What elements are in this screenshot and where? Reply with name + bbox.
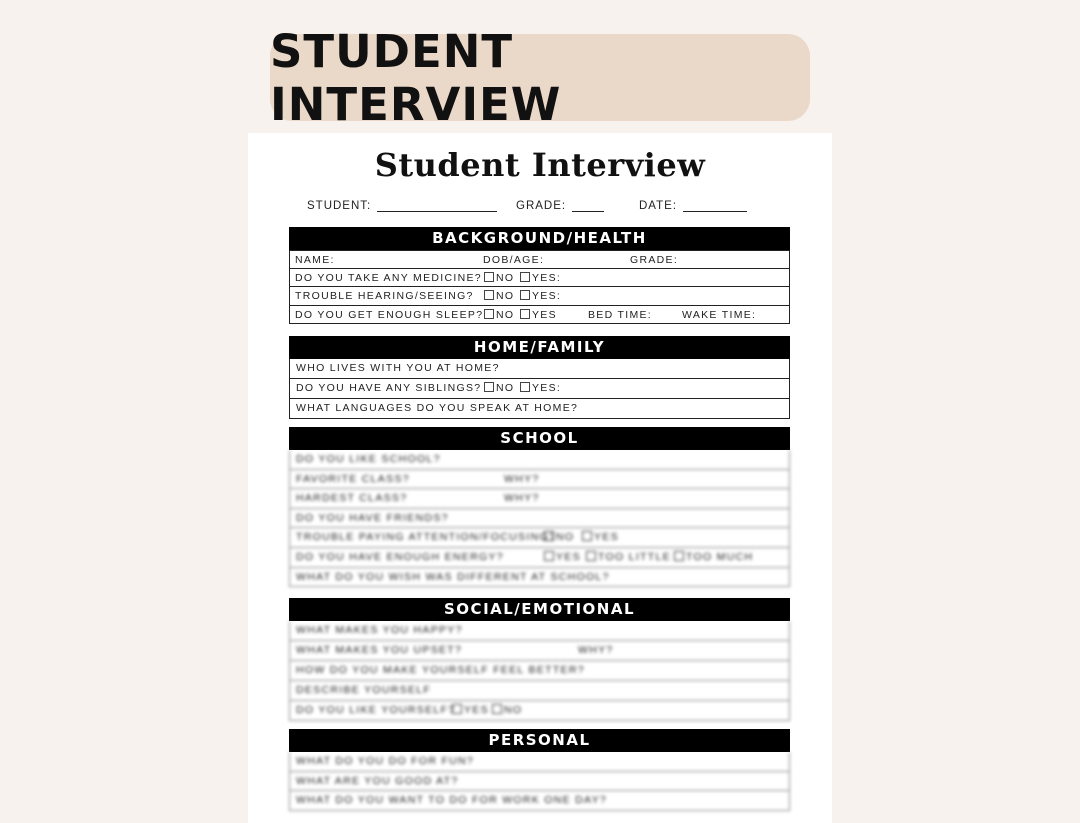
- row-languages: WHAT LANGUAGES DO YOU SPEAK AT HOME?: [289, 399, 790, 419]
- checkbox: [520, 290, 530, 300]
- checkbox: [520, 309, 530, 319]
- list-item: WHAT MAKES YOU UPSET? WHY?: [289, 641, 790, 661]
- section-heading: PERSONAL: [289, 729, 790, 752]
- banner-title: STUDENT INTERVIEW: [270, 24, 562, 131]
- grade-field: GRADE:: [516, 199, 604, 212]
- list-item: WHAT MAKES YOU HAPPY?: [289, 621, 790, 641]
- student-field: STUDENT:: [307, 199, 497, 212]
- row-lives: WHO LIVES WITH YOU AT HOME?: [289, 359, 790, 379]
- checkbox: [484, 382, 494, 392]
- section-heading: HOME/FAMILY: [289, 336, 790, 359]
- list-item: WHAT DO YOU WISH WAS DIFFERENT AT SCHOOL?: [289, 568, 790, 588]
- checkbox: [484, 272, 494, 282]
- list-item: DESCRIBE YOURSELF: [289, 681, 790, 701]
- checkbox: [520, 382, 530, 392]
- list-item: DO YOU LIKE SCHOOL?: [289, 450, 790, 470]
- list-item: WHAT ARE YOU GOOD AT?: [289, 772, 790, 792]
- list-item: WHAT DO YOU WANT TO DO FOR WORK ONE DAY?: [289, 791, 790, 811]
- section-heading: SOCIAL/EMOTIONAL: [289, 598, 790, 621]
- section-social-emotional: [289, 598, 790, 721]
- row-siblings: DO YOU HAVE ANY SIBLINGS? NO YES:: [289, 379, 790, 399]
- checkbox: [484, 309, 494, 319]
- row-hearing: TROUBLE HEARING/SEEING? NO YES:: [289, 287, 790, 306]
- list-item: WHAT DO YOU DO FOR FUN?: [289, 752, 790, 772]
- section-heading: BACKGROUND/HEALTH: [289, 227, 790, 250]
- list-item: FAVORITE CLASS? WHY?: [289, 470, 790, 490]
- checkbox: [484, 290, 494, 300]
- list-item: HARDEST CLASS? WHY?: [289, 489, 790, 509]
- title-banner: [270, 24, 810, 131]
- section-school: [289, 427, 790, 587]
- section-home-family: [289, 336, 790, 419]
- row-sleep: DO YOU GET ENOUGH SLEEP? NO YES BED TIME: WAKE TIME:: [289, 306, 790, 325]
- section-personal: [289, 729, 790, 811]
- list-item: DO YOU HAVE ENOUGH ENERGY? YES TOO LITTLE TOO MUCH: [289, 548, 790, 568]
- list-item: HOW DO YOU MAKE YOURSELF FEEL BETTER?: [289, 661, 790, 681]
- section-background-health: [289, 227, 790, 324]
- checkbox: [520, 272, 530, 282]
- date-field: DATE:: [639, 199, 747, 212]
- list-item: DO YOU LIKE YOURSELF? YES NO: [289, 701, 790, 721]
- list-item: DO YOU HAVE FRIENDS?: [289, 509, 790, 529]
- document-title: Student Interview: [374, 146, 706, 184]
- list-item: TROUBLE PAYING ATTENTION/FOCUSING? NO YES: [289, 528, 790, 548]
- row-name: NAME: DOB/AGE: GRADE:: [289, 250, 790, 269]
- row-medicine: DO YOU TAKE ANY MEDICINE? NO YES:: [289, 269, 790, 288]
- section-heading: SCHOOL: [289, 427, 790, 450]
